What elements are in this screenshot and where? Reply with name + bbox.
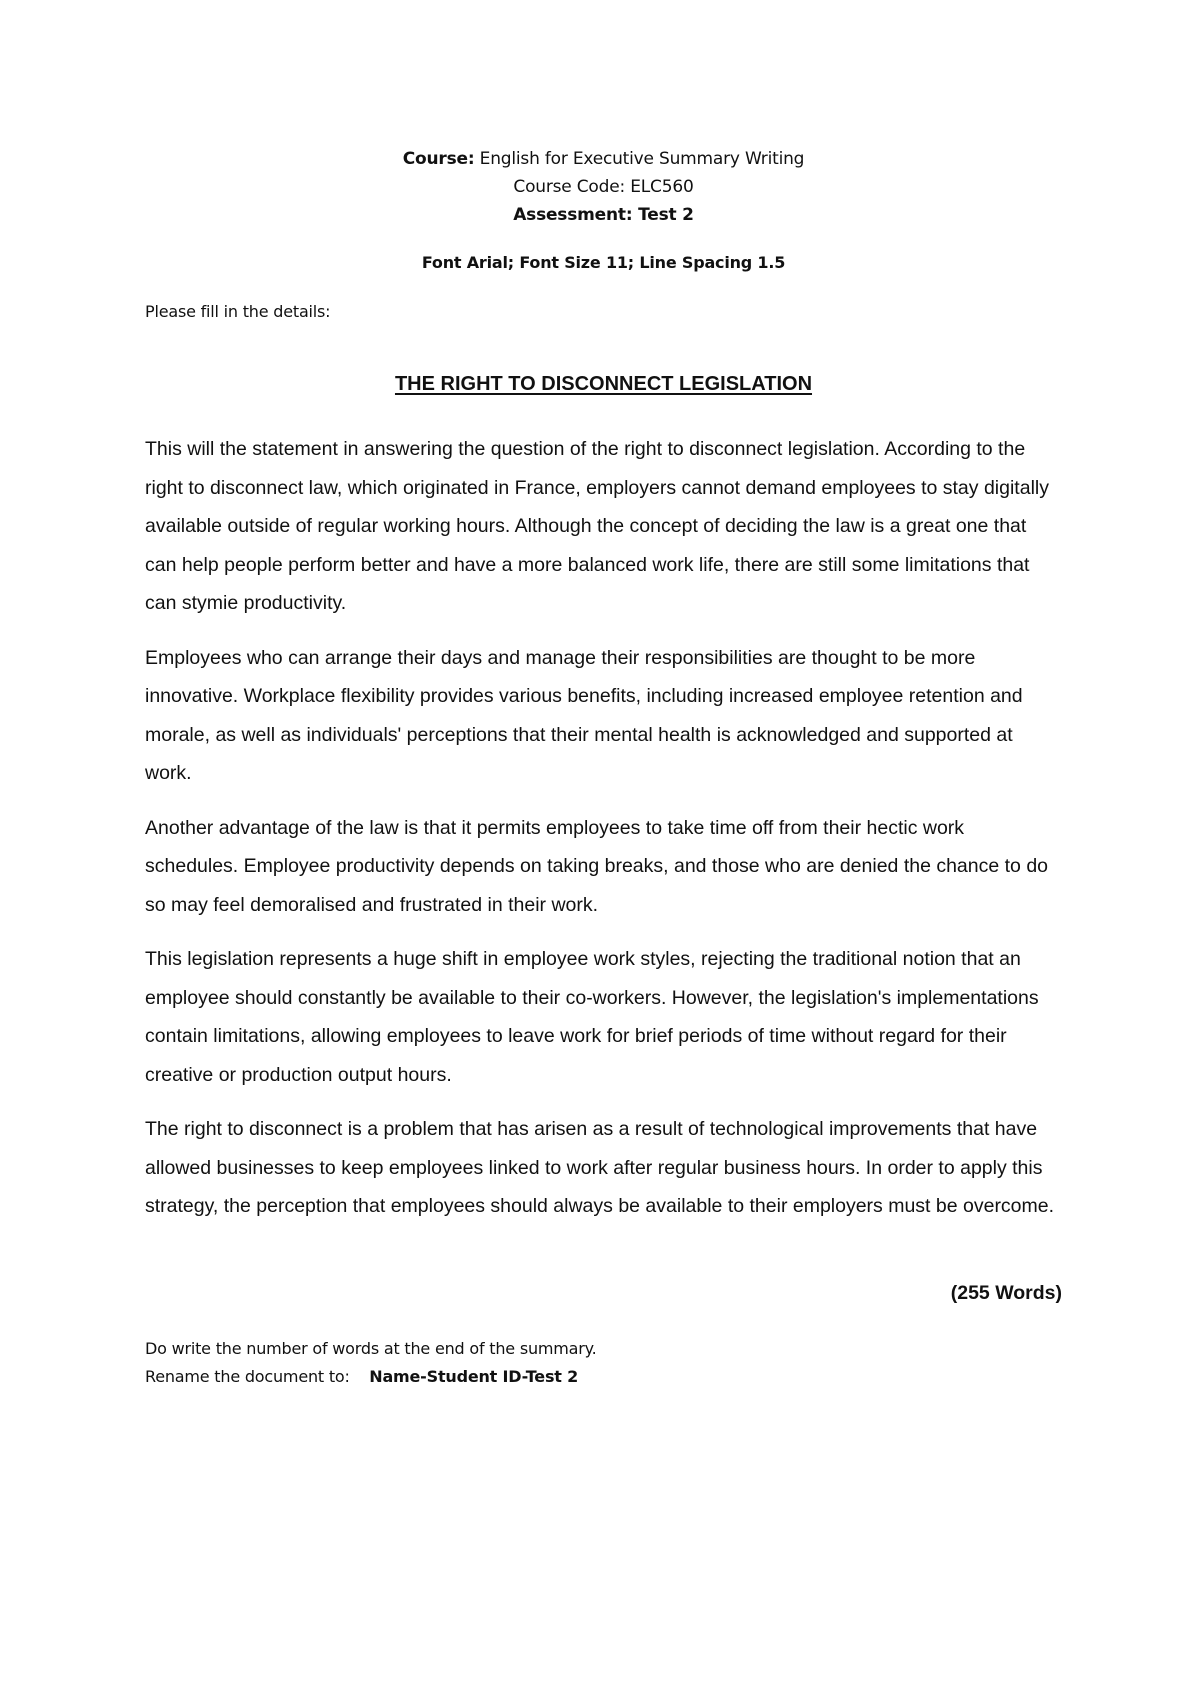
course-header <box>145 145 1062 229</box>
fill-details-note: Please fill in the details: <box>145 302 331 321</box>
paragraph: Employees who can arrange their days and manage their responsibilities are thought to be more innovative. Workplace flexibility provides various benefits, including increased employee retention and morale, as well as individuals' perceptions that their mental health is acknowledged and supported at work. <box>145 646 1023 784</box>
paragraph: This will the statement in answering the question of the right to disconnect legislation. According to the right to disconnect law, which originated in France, employers cannot demand employees to stay digitally available outside of regular working hours. Although the concept of deciding the law is a great one that can help people perform better and have a more balanced work life, there are still some limitations that can stymie productivity. <box>145 438 1049 614</box>
footer-instructions <box>145 1335 1062 1391</box>
rename-label: Rename the document to: <box>145 1366 350 1386</box>
course-code-label: Course Code: <box>513 177 626 197</box>
assessment-label: Assessment: <box>513 205 633 225</box>
course-line <box>145 145 1062 173</box>
course-value: English for Executive Summary Writing <box>479 149 805 169</box>
word-count-instruction: Do write the number of words at the end of the summary. <box>145 1338 597 1358</box>
paragraph: This legislation represents a huge shift in employee work styles, rejecting the traditional notion that an employee should constantly be available to their co-workers. However, the legislation's implementations contain limitations, allowing employees to leave work for brief periods of time without regard for their creative or production output hours. <box>145 948 1039 1086</box>
course-label: Course: <box>402 149 475 169</box>
rename-value: Name-Student ID-Test 2 <box>369 1366 579 1386</box>
rename-instruction <box>145 1363 1062 1391</box>
format-instructions: Font Arial; Font Size 11; Line Spacing 1.5 <box>421 253 786 272</box>
paragraph: Another advantage of the law is that it permits employees to take time off from their hectic work schedules. Employee productivity depends on taking breaks, and those who are denied the chance to do so may feel demoralised and frustrated in their work. <box>145 816 1049 916</box>
paragraph: The right to disconnect is a problem that has arisen as a result of technological improvements that have allowed businesses to keep employees linked to work after regular business hours. In order to apply this strategy, the perception that employees should always be available to their employers must be overcome. <box>145 1118 1055 1217</box>
summary-body <box>145 430 1062 1226</box>
assessment-line <box>145 201 1062 229</box>
assessment-value: Test 2 <box>638 205 694 225</box>
course-code-line <box>145 173 1062 201</box>
document-title: THE RIGHT TO DISCONNECT LEGISLATION <box>394 373 813 395</box>
word-count: (255 Words) <box>950 1281 1062 1304</box>
course-code-value: ELC560 <box>630 177 694 197</box>
